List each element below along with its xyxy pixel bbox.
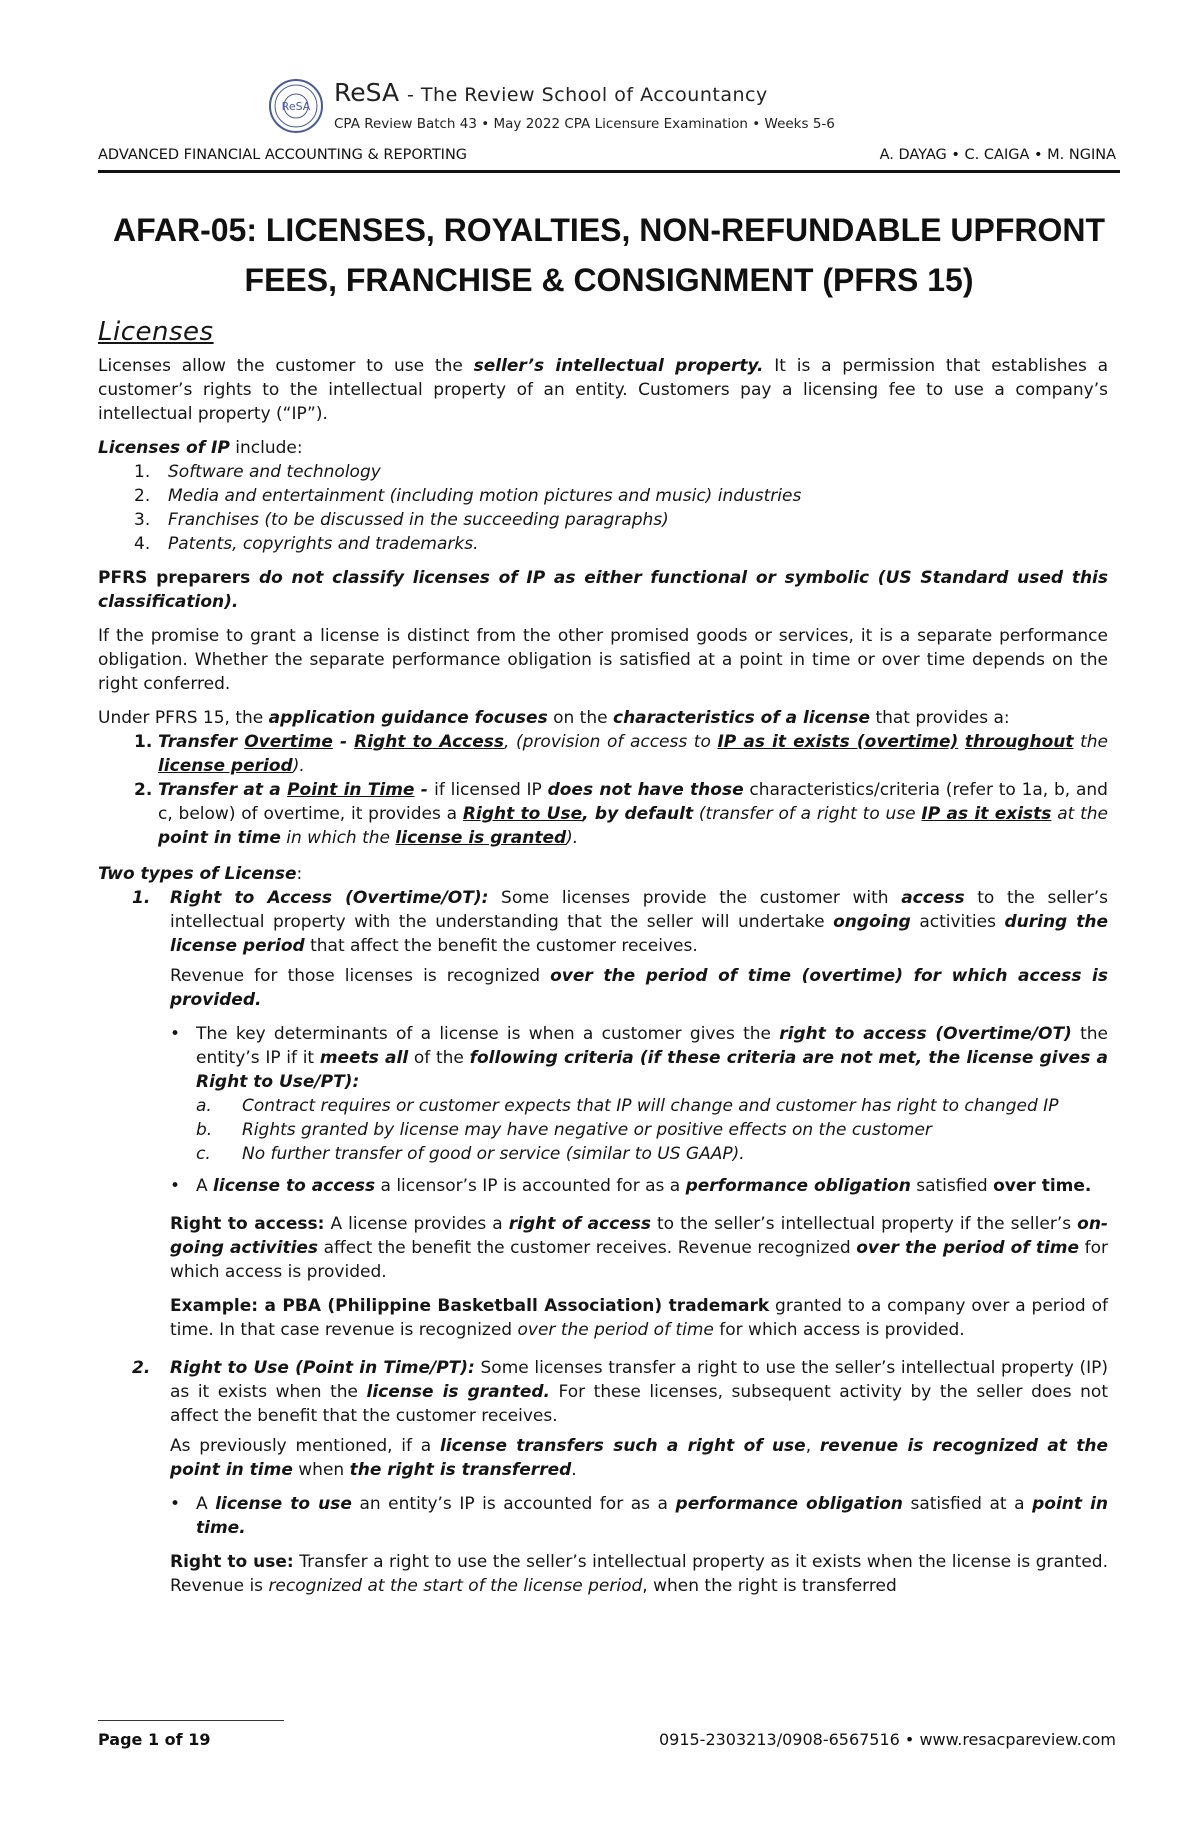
previously-mentioned-paragraph: As previously mentioned, if a license transfers such a right of use, revenue is recognized at the point in time when the right is transferred. [170,1436,1108,1480]
resa-logo-icon [268,78,324,134]
page-footer [98,1720,1120,1750]
right-to-use-item: 2. Right to Use (Point in Time/PT): Some licenses transfer a right to use the seller’s intellectual property (IP) as it exists when the license is granted. For these licenses, subsequent activity by the seller does not affect the benefit that the customer receives. As previously mentioned, if a license transfers such a right of use, revenue is recognized at the point in time when the right is transferred. • A license to use an entity’s IP is accounted for as a performance obligation satisfied at a point in time. Right to use: Transfer a right to use the seller’s intellectual property as it exists when the license is granted. Revenue is recognized at the start of the license period, when the right is transferred [132,1358,1109,1596]
list-item: 3. Franchises (to be discussed in the succeeding paragraphs) [134,510,669,530]
pba-example: Example: a PBA (Philippine Basketball Association) trademark granted to a company over a period of time. In that case revenue is recognized over the period of time for which access is provided. [170,1296,1108,1340]
school-name-rest: - The Review School of Accountancy [407,84,768,106]
school-name-resa: ReSA [334,78,400,107]
list-item: b. Rights granted by license may have negative or positive effects on the customer [196,1120,932,1140]
license-types-list [98,886,1108,1598]
licenses-of-ip-lead: Licenses of IP include: [98,438,303,458]
contact-info: 0915-2303213/0908-6567516 • www.resacpareview.com [658,1730,1116,1749]
svg-text:ReSA: ReSA [281,100,311,113]
page-number: Page 1 of 19 [98,1730,211,1749]
page-header [268,72,1108,138]
batch-line: CPA Review Batch 43 • May 2022 CPA Licensure Examination • Weeks 5-6 [334,116,835,132]
pfrs-note: PFRS preparers do not classify licenses of IP as either functional or symbolic (US Standard used this classification). [98,568,1108,612]
transfer-list [98,730,1108,850]
right-to-access-item: 1. Right to Access (Overtime/OT): Some licenses provide the customer with access to the seller’s intellectual property with the understanding that the seller will undertake ongoing activities during the license period that affect the benefit the customer receives. Revenue for those licenses is recognized over the period of time (overtime) for which access is provided. • The key determinants of a license is when a customer gives the right to access (Overtime/OT) the entity’s IP if it meets all of the following criteria (if these criteria are not met, the license gives a Right to Use/PT): a. Contract requires or customer expects that IP will change and customer has right to changed IP b. Rights granted by license may have negative or positive effects on the customer c. No further transfer of good or service (similar to US GAAP). • A license to access a licensor’s IP is accounted for as a performance obligation satisfied over time. Right to access: A license provides a right of access to the seller’s intellectual property if the seller’s on-going activities affect the benefit the customer receives. Revenue recognized over the period of time for which access is provided. Example: a PBA (Philippine Basketball Association) trademark granted to a company over a period of time. In that case revenue is recognized over the period of time for which access is provided. [132,888,1109,1340]
list-item: c. No further transfer of good or service (similar to US GAAP). [196,1144,745,1164]
right-to-use-definition: Right to use: Transfer a right to use the seller’s intellectual property as it exists when the license is granted. Revenue is recognized at the start of the license period, when the right is transferred [170,1552,1108,1596]
use-bullets [170,1492,1108,1540]
two-types-heading: Two types of License: [98,864,303,884]
title-line-1: AFAR-05: LICENSES, ROYALTIES, NON-REFUNDABLE UPFRONT [112,212,1106,248]
list-item: 4. Patents, copyrights and trademarks. [134,534,479,554]
right-to-access-definition: Right to access: A license provides a right of access to the seller’s intellectual property if the seller’s on-going activities affect the benefit the customer receives. Revenue recognized over the period of time for which access is provided. [170,1214,1108,1282]
subject-bar [98,146,1120,173]
ip-list [98,460,1108,556]
access-bullets [170,1022,1108,1198]
school-name [334,78,768,107]
list-item: 1. Transfer Overtime - Right to Access, (provision of access to IP as it exists (overtime) throughout the license period). [134,732,1108,776]
footer-rule [98,1720,284,1721]
title-line-2: FEES, FRANCHISE & CONSIGNMENT (PFRS 15) [244,262,974,298]
list-item: 2. Media and entertainment (including motion pictures and music) industries [134,486,802,506]
list-item: • The key determinants of a license is when a customer gives the right to access (Overtime/OT) the entity’s IP if it meets all of the following criteria (if these criteria are not met, the license gives a Right to Use/PT): a. Contract requires or customer expects that IP will change and customer has right to changed IP b. Rights granted by license may have negative or positive effects on the customer c. No further transfer of good or service (similar to US GAAP). [170,1024,1109,1164]
list-item: a. Contract requires or customer expects that IP will change and customer has right to changed IP [196,1096,1059,1116]
page-title [98,205,1120,305]
distinct-paragraph: If the promise to grant a license is distinct from the other promised goods or services, it is a separate performance obligation. Whether the separate performance obligation is satisfied at a point in time or over time depends on the right conferred. [98,626,1108,694]
list-item: 2. Transfer at a Point in Time - if licensed IP does not have those characteristics/criteria (refer to 1a, b, and c, below) of overtime, it provides a Right to Use, by default (transfer of a right to use IP as it exists at the point in time in which the license is granted). [134,780,1108,848]
intro-paragraph: Licenses allow the customer to use the seller’s intellectual property. It is a permission that establishes a customer’s rights to the intellectual property of an entity. Customers pay a licensing fee to use a company’s intellectual property (“IP”). [98,356,1109,424]
under-pfrs-paragraph: Under PFRS 15, the application guidance focuses on the characteristics of a license that provides a: [98,708,1010,728]
list-item: • A license to use an entity’s IP is accounted for as a performance obligation satisfied at a point in time. [170,1494,1109,1538]
subject-title: ADVANCED FINANCIAL ACCOUNTING & REPORTING [98,147,468,163]
body-content [98,316,1108,1608]
list-item: 1. Software and technology [134,462,381,482]
section-heading: Licenses [98,317,214,347]
criteria-list [196,1094,1108,1166]
authors: A. DAYAG • C. CAIGA • M. NGINA [879,147,1116,163]
revenue-overtime-paragraph: Revenue for those licenses is recognized over the period of time (overtime) for which access is provided. [170,966,1108,1010]
list-item: • A license to access a licensor’s IP is accounted for as a performance obligation satisfied over time. [170,1176,1092,1196]
